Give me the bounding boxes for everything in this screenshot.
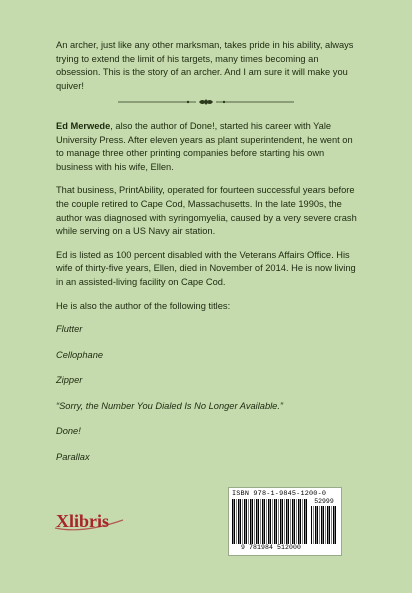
title-item: Parallax	[56, 451, 90, 462]
author-bio	[56, 120, 362, 476]
titles-intro: He is also the author of the following titles:	[56, 300, 231, 311]
xlibris-logo	[53, 508, 125, 534]
isbn-barcode	[228, 487, 342, 556]
bio-paragraph-3: Ed is listed as 100 percent disabled with the Veterans Affairs Office. His wife of thirty-five years, Ellen, died in November of 2014. He is now living in an assisted-living facility on Cape Cod.	[56, 249, 356, 287]
author-name: Ed Merwede	[56, 121, 111, 131]
price-code: 52999	[314, 498, 334, 505]
bio-paragraph-1	[56, 120, 362, 174]
bio-paragraph-1-text: , also the author of Done!, started his career with Yale University Press. After eleven years as plant superintendent, he went on to manage three other printing companies before starting his own business with his wife, Ellen.	[56, 121, 353, 172]
back-cover-blurb: An archer, just like any other marksman, takes pride in his ability, always trying to extend the limit of his targets, many times becoming an obsession. This is the story of an archer. And I am sure it will make you quiver!	[56, 40, 354, 91]
isbn-label: ISBN 978-1-9845-1200-0	[232, 490, 327, 498]
titles-list	[56, 323, 362, 464]
title-item: Zipper	[56, 375, 83, 386]
title-item: Cellophane	[56, 349, 104, 360]
title-item: “Sorry, the Number You Dialed Is No Longer Available.”	[56, 400, 284, 411]
ean-bars	[232, 499, 308, 544]
addon-bars	[311, 506, 337, 544]
logo-text: Xlibris	[56, 511, 110, 531]
ornamental-divider	[118, 97, 294, 107]
title-item: Done!	[56, 426, 81, 437]
ean-digits: 9 781984 512000	[240, 544, 301, 551]
bio-paragraph-2: That business, PrintAbility, operated for fourteen successful years before the couple retired to Cape Cod, Massachusetts. In the late 1990s, the author was diagnosed with syringomyelia, caused by a very severe crash while serving on a US Navy air station.	[56, 185, 357, 237]
title-item: Flutter	[56, 324, 83, 335]
